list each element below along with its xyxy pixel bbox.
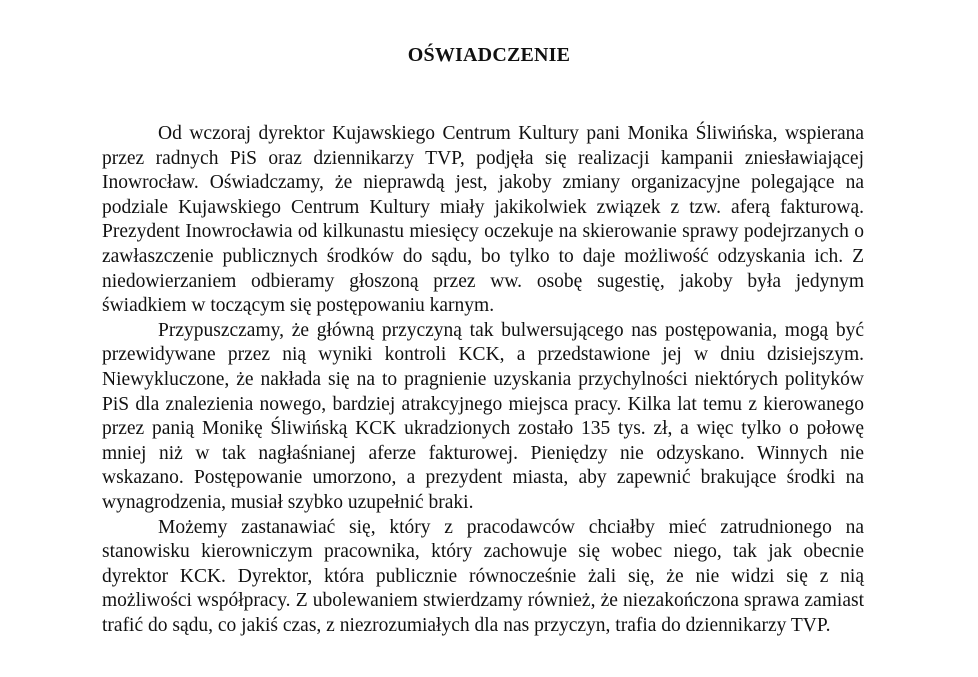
- document-body: [102, 122, 864, 638]
- paragraph-3: Możemy zastanawiać się, który z pracodawców chciałby mieć zatrudnionego na stanowisku kierowniczym pracownika, który zachowuje się wobec niego, tak jak obecnie dyrektor KCK. Dyrektor, która publicznie równocześnie żali się, że nie widzi się z nią możliwości współpracy. Z ubolewaniem stwierdzamy również, że niezakończona sprawa zamiast trafić do sądu, co jakiś czas, z niezrozumiałych dla nas przyczyn, trafia do dziennikarzy TVP.: [102, 516, 864, 636]
- paragraph-2: Przypuszczamy, że główną przyczyną tak bulwersującego nas postępowania, mogą być przewidywane przez nią wyniki kontroli KCK, a przedstawione jej w dniu dzisiejszym. Niewykluczone, że nakłada się na to pragnienie uzyskania przychylności niektórych polityków PiS dla znalezienia nowego, bardziej atrakcyjnego miejsca pracy. Kilka lat temu z kierowanego przez panią Monikę Śliwińską KCK ukradzionych zostało 135 tys. zł, a więc tylko o połowę mniej niż w tak nagłaśnianej aferze fakturowej. Pieniędzy nie odzyskano. Winnych nie wskazano. Postępowanie umorzono, a prezydent miasta, aby zapewnić brakujące środki na wynagrodzenia, musiał szybko uzupełnić braki.: [102, 319, 864, 513]
- document-title: OŚWIADCZENIE: [407, 44, 571, 66]
- paragraph-1: Od wczoraj dyrektor Kujawskiego Centrum Kultury pani Monika Śliwińska, wspierana przez radnych PiS oraz dziennikarzy TVP, podjęła się realizacji kampanii zniesławiającej Inowrocław. Oświadczamy, że nieprawdą jest, jakoby zmiany organizacyjne polegające na podziale Kujawskiego Centrum Kultury miały jakikolwiek związek z tzw. aferą fakturową. Prezydent Inowrocławia od kilkunastu miesięcy oczekuje na skierowanie sprawy podejrzanych o zawłaszczenie publicznych środków do sądu, bo tylko to daje możliwość odzyskania ich. Z niedowierzaniem odbieramy głoszoną przez ww. osobę sugestię, jakoby była jedynym świadkiem w toczącym się postępowaniu karnym.: [102, 123, 864, 317]
